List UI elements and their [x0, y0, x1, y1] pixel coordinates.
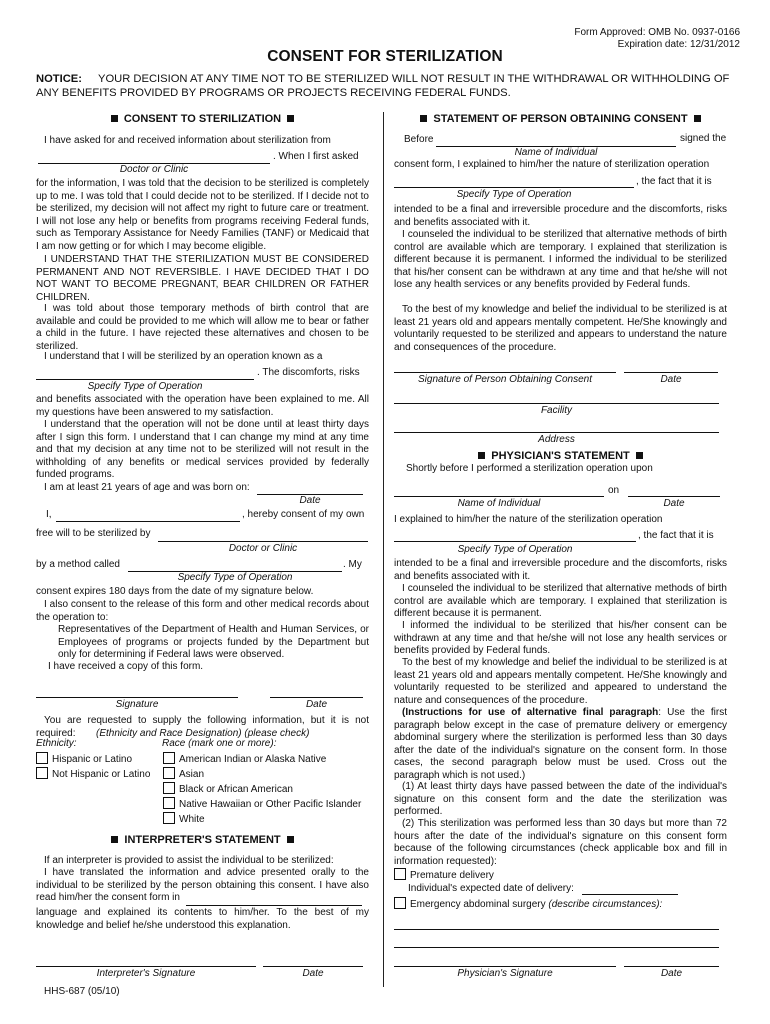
consent-p8: I am at least 21 years of age and was born on: — [44, 482, 250, 493]
describe-circumstances-label: (describe circumstances): — [548, 899, 663, 910]
option-label: Black or African American — [179, 784, 293, 795]
option-label: Asian — [179, 769, 205, 780]
operation-type-field-2[interactable] — [394, 176, 634, 188]
obtaining-heading — [394, 113, 727, 126]
signature-field[interactable] — [36, 686, 238, 698]
individual-name-caption-2: Name of Individual — [457, 498, 541, 509]
obtainer-date-caption: Date — [660, 374, 682, 385]
instructions-text: : Use the first paragraph below except in the case of premature delivery or emergency abdominal surgery where the sterilization is performed less than 30 days after the date of the individual's signature on the consent form. In those cases, the second paragraph below must be used. Cross out the paragraph which is not used.) — [394, 707, 727, 781]
interpreter-heading — [36, 834, 369, 847]
instructions-label: (Instructions for use of alternative final paragraph — [402, 707, 659, 718]
obtaining-p6: To the best of my knowledge and belief the individual to be sterilized is at least 21 years old and appears mentally competent. He/She knowingly and voluntarily requested to be sterilized and appears to understand the nature and consequences of the procedure. — [394, 304, 727, 353]
physician-p9: (1) At least thirty days have passed between the date of the individual's signature on this consent form and the date the sterilization was performed. — [394, 781, 727, 818]
sterilization-date-field[interactable] — [628, 485, 720, 497]
birth-date-caption: Date — [299, 495, 321, 506]
consent-p5a: I understand that I will be sterilized by an operation known as a — [44, 351, 323, 362]
option-label: White — [179, 814, 205, 825]
expected-delivery-field[interactable] — [582, 883, 678, 895]
race-option-white[interactable] — [163, 812, 205, 827]
address-field[interactable] — [394, 421, 719, 433]
consent-p1b: . When I first asked — [273, 151, 359, 162]
physician-p2: I explained to him/her the nature of the sterilization operation — [394, 514, 663, 525]
option-label: Emergency abdominal surgery — [410, 899, 546, 910]
checkbox[interactable] — [163, 767, 175, 779]
signature-date-caption: Date — [305, 699, 328, 710]
sterilization-date-caption: Date — [663, 498, 685, 509]
obtainer-signature-caption: Signature of Person Obtaining Consent — [418, 374, 592, 385]
race-option-native-hawaiian[interactable] — [163, 797, 361, 812]
physician-heading-text: PHYSICIAN'S STATEMENT — [491, 450, 630, 462]
obtaining-p1b: signed the — [680, 133, 727, 144]
operation-type-caption-2: Specify Type of Operation — [456, 189, 572, 200]
interpreter-date-caption: Date — [302, 968, 324, 979]
consent-heading — [36, 113, 369, 126]
physician-p7: To the best of my knowledge and belief the individual to be sterilized is at least 21 years old and appears mentally competent. He/She knowingly and voluntarily requested to be sterilized and appeared to understand the nature and consequences of the procedure. — [394, 657, 727, 706]
interpreter-date-field[interactable] — [263, 955, 363, 967]
physician-date-field[interactable] — [624, 955, 719, 967]
doctor-clinic-field-1[interactable] — [38, 152, 270, 164]
physician-instructions — [394, 707, 727, 783]
physician-p3: , the fact that it is — [638, 530, 714, 541]
demographics-designation: (Ethnicity and Race Designation) (please check) — [96, 728, 310, 739]
birth-date-field[interactable] — [257, 483, 363, 495]
checkbox[interactable] — [394, 897, 406, 909]
notice-text: YOUR DECISION AT ANY TIME NOT TO BE STERILIZED WILL NOT RESULT IN THE WITHDRAWAL OR WITHHOLDING OF ANY BENEFITS PROVIDED BY PROGRAMS OR PROJECTS RECEIVING FEDERAL FUNDS. — [36, 73, 730, 99]
bullet-square-icon — [478, 452, 485, 459]
interpreter-signature-field[interactable] — [36, 955, 256, 967]
physician-p4: intended to be a final and irreversible procedure and the discomforts, risks and benefits associated with it. — [394, 558, 727, 582]
bullet-square-icon — [636, 452, 643, 459]
consent-p6: and benefits associated with the operation have been explained to me. All my questions have been answered to my satisfaction. — [36, 394, 369, 418]
option-label: American Indian or Alaska Native — [179, 754, 327, 765]
physician-signature-field[interactable] — [394, 955, 616, 967]
operation-method-caption: Specify Type of Operation — [177, 572, 293, 583]
individual-name-field-2[interactable] — [394, 485, 604, 497]
circumstances-line-1[interactable] — [394, 918, 719, 930]
omb-number: Form Approved: OMB No. 0937-0166 — [574, 27, 740, 38]
bullet-square-icon — [111, 115, 118, 122]
obtaining-p4: intended to be a final and irreversible procedure and the discomforts, risks and benefits associated with it. — [394, 204, 727, 228]
operation-type-field-1[interactable] — [36, 368, 254, 380]
interpreter-p1: If an interpreter is provided to assist the individual to be sterilized: — [44, 855, 334, 866]
column-divider — [383, 112, 384, 987]
interpreter-language-field[interactable] — [186, 894, 362, 906]
consent-heading-text: CONSENT TO STERILIZATION — [123, 113, 282, 125]
doctor-clinic-field-2[interactable] — [158, 530, 368, 542]
expiration-date: Expiration date: 12/31/2012 — [617, 39, 740, 50]
checkbox[interactable] — [163, 782, 175, 794]
form-id: HHS-687 (05/10) — [44, 986, 120, 997]
obtaining-p3: , the fact that it is — [636, 176, 712, 187]
obtainer-signature-field[interactable] — [394, 361, 616, 373]
consent-p7: I understand that the operation will not be done until at least thirty days after I sign this form. I understand that I can change my mind at any time and that my decision at any time not to be sterilized will not result in the withholding of any benefits or medical services provided by federally funded programs. — [36, 419, 369, 481]
premature-delivery-option[interactable] — [394, 868, 494, 883]
checkbox[interactable] — [163, 797, 175, 809]
consent-p11a: by a method called — [36, 559, 120, 570]
obtaining-p1a: Before — [404, 134, 434, 145]
doctor-clinic-caption-2: Doctor or Clinic — [228, 543, 298, 554]
operation-type-caption-3: Specify Type of Operation — [457, 544, 573, 555]
consent-p9a: I, — [46, 509, 52, 520]
consent-p9b: , hereby consent of my own — [242, 509, 365, 520]
bullet-square-icon — [694, 115, 701, 122]
obtaining-p5: I counseled the individual to be sterilized that alternative methods of birth control are available which are temporary. I explained that sterilization is different because it is permanent. I informed the individual to be sterilized that his/her consent can be withdrawn at any time and that he/she will not lose any health services or any benefits provided by Federal funds. — [394, 229, 727, 291]
form-approval-info — [574, 27, 740, 51]
bullet-square-icon — [287, 115, 294, 122]
checkbox[interactable] — [163, 752, 175, 764]
consent-p3: I UNDERSTAND THAT THE STERILIZATION MUST BE CONSIDERED PERMANENT AND NOT REVERSIBLE. I HAVE DECIDED THAT I DO NOT WANT TO BECOME PREGNANT, BEAR CHILDREN OR FATHER CHILDREN. — [36, 254, 369, 303]
consent-p12: consent expires 180 days from the date of my signature below. — [36, 586, 314, 597]
physician-p5: I counseled the individual to be sterilized that alternative methods of birth control are available which are temporary. I explained that sterilization is different because it is permanent. — [394, 583, 727, 620]
patient-name-field[interactable] — [56, 510, 240, 522]
individual-name-caption-1: Name of Individual — [514, 147, 598, 158]
ethnicity-option-not-hispanic[interactable] — [36, 767, 150, 782]
consent-p15: I have received a copy of this form. — [48, 661, 204, 672]
physician-date-caption: Date — [660, 968, 683, 979]
obtaining-heading-text: STATEMENT OF PERSON OBTAINING CONSENT — [433, 113, 688, 125]
consent-p2: for the information, I was told that the decision to be sterilized is completely up to me. I was told that I could decide not to be sterilized. If I decide not to be sterilized, my decision will not affect my right to future care or treatment. I will not lose any help or benefits from programs receiving Federal funds, such as Temporary Assistance for Needy Families (TANF) or Medicaid that I am now getting or for which I may become eligible. — [36, 178, 369, 252]
physician-p10: (2) This sterilization was performed less than 30 days but more than 72 hours after the date of the individual's signature on this consent form because of the following circumstances (check applicable box and fill in information requested): — [394, 818, 727, 867]
ethnicity-option-hispanic[interactable] — [36, 752, 132, 767]
page-title: CONSENT FOR STERILIZATION — [267, 48, 503, 65]
notice-label: NOTICE: — [36, 73, 82, 85]
address-caption: Address — [538, 434, 575, 445]
operation-method-field[interactable] — [128, 560, 342, 572]
interpreter-signature-caption: Interpreter's Signature — [96, 968, 196, 979]
consent-p4: I was told about those temporary methods of birth control that are available and could be provided to me which will allow me to bear or father a child in the future. I have rejected these alternatives and chosen to be sterilized. — [36, 303, 369, 352]
individual-name-field-1[interactable] — [436, 135, 676, 147]
physician-p1: Shortly before I performed a sterilization operation upon — [406, 463, 653, 474]
option-label: Hispanic or Latino — [52, 754, 133, 765]
race-label: Race (mark one or more): — [162, 738, 277, 749]
facility-caption: Facility — [540, 405, 573, 416]
physician-p6: I informed the individual to be sterilized that his/her consent can be withdrawn at any time and that he/she will not lose any health services or benefits provided by Federal funds. — [394, 620, 727, 657]
doctor-clinic-caption: Doctor or Clinic — [119, 164, 189, 175]
consent-p10: free will to be sterilized by — [36, 528, 151, 539]
consent-p5b: . The discomforts, risks — [257, 367, 360, 378]
emergency-surgery-option[interactable] — [394, 897, 662, 912]
circumstances-line-2[interactable] — [394, 936, 719, 948]
notice — [36, 72, 736, 100]
expected-delivery-label: Individual's expected date of delivery: — [408, 883, 574, 894]
demographics-request-text: You are requested to supply the following information, but it is not required: — [36, 715, 369, 739]
physician-signature-caption: Physician's Signature — [457, 968, 553, 979]
interpreter-p2: I have translated the information and advice presented orally to the individual to be sterilized by the person obtaining this consent. I have also read him/her the consent form in — [36, 867, 369, 904]
race-option-black[interactable] — [163, 782, 293, 797]
consent-p11b: . My — [343, 559, 362, 570]
consent-p13: I also consent to the release of this form and other medical records about the operation to: — [36, 599, 369, 623]
consent-p1a: I have asked for and received information about sterilization from — [44, 135, 331, 146]
bullet-square-icon — [420, 115, 427, 122]
bullet-square-icon — [111, 836, 118, 843]
bullet-square-icon — [287, 836, 294, 843]
interpreter-p3: language and explained its contents to him/her. To the best of my knowledge and belief he/she understood this explanation. — [36, 907, 369, 931]
race-option-asian[interactable] — [163, 767, 204, 782]
option-label: Premature delivery — [410, 870, 494, 881]
physician-on: on — [608, 485, 620, 496]
signature-caption: Signature — [115, 699, 159, 710]
operation-type-field-3[interactable] — [394, 530, 636, 542]
physician-heading — [394, 450, 727, 463]
operation-type-caption: Specify Type of Operation — [87, 381, 203, 392]
checkbox[interactable] — [163, 812, 175, 824]
facility-field[interactable] — [394, 392, 719, 404]
option-label: Native Hawaiian or Other Pacific Islander — [179, 799, 362, 810]
option-label: Not Hispanic or Latino — [52, 769, 151, 780]
checkbox[interactable] — [36, 752, 48, 764]
signature-date-field[interactable] — [270, 686, 363, 698]
checkbox[interactable] — [394, 868, 406, 880]
interpreter-heading-text: INTERPRETER'S STATEMENT — [124, 834, 281, 846]
checkbox[interactable] — [36, 767, 48, 779]
obtainer-date-field[interactable] — [624, 361, 718, 373]
ethnicity-label: Ethnicity: — [36, 738, 77, 749]
consent-p14: Representatives of the Department of Health and Human Services, or Employees of programs or projects funded by the Department but only for determining if Federal laws were observed. — [58, 624, 369, 661]
obtaining-p2: consent form, I explained to him/her the nature of sterilization operation — [394, 159, 710, 170]
race-option-american-indian[interactable] — [163, 752, 326, 767]
